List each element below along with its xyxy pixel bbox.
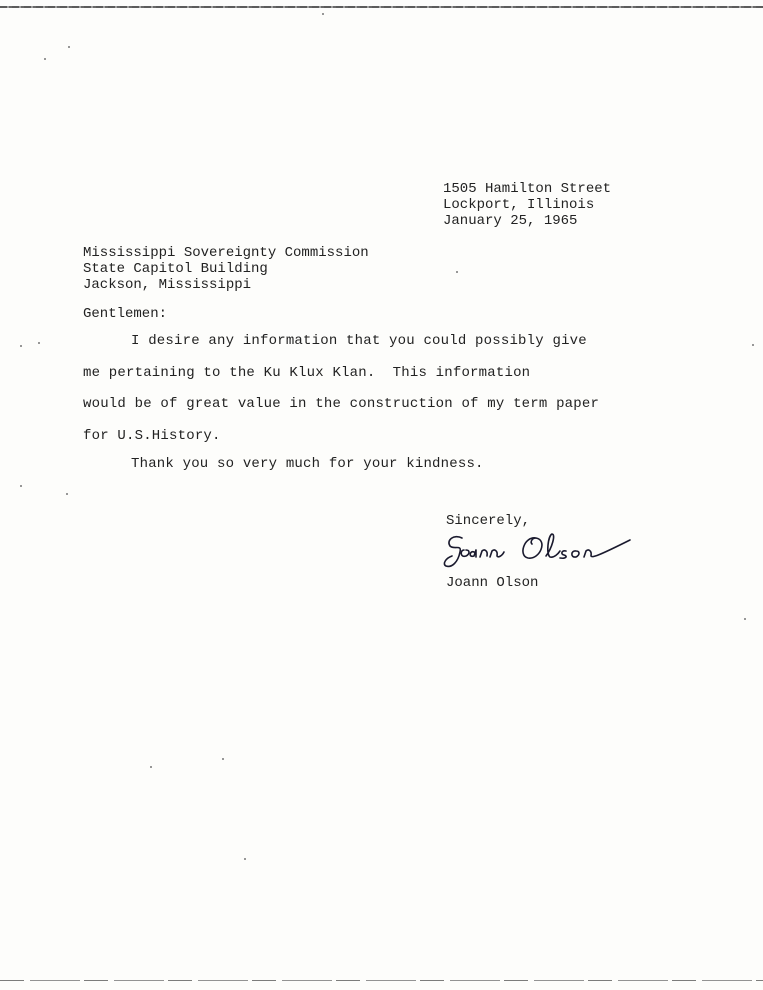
body-line: I desire any information that you could possibly give (131, 333, 587, 349)
scan-speck (20, 345, 22, 347)
scan-edge-bottom (0, 980, 763, 981)
scan-speck (744, 618, 746, 620)
scan-speck (68, 46, 70, 48)
scan-speck (456, 271, 458, 273)
return-city: Lockport, Illinois (443, 197, 595, 213)
typed-name: Joann Olson (446, 575, 539, 591)
scan-speck (38, 342, 40, 344)
sign-off: Sincerely, (446, 513, 531, 529)
scan-speck (322, 13, 324, 15)
scan-edge-top (0, 6, 763, 8)
recipient-city: Jackson, Mississippi (83, 277, 252, 293)
letter-date: January 25, 1965 (443, 213, 578, 229)
scan-speck (44, 58, 46, 60)
scan-speck (752, 344, 754, 346)
recipient-name: Mississippi Sovereignty Commission (83, 245, 369, 261)
salutation: Gentlemen: (83, 306, 168, 322)
handwritten-signature (440, 526, 640, 574)
scan-speck (244, 858, 246, 860)
body-line: me pertaining to the Ku Klux Klan. This information (83, 365, 531, 381)
scan-speck (66, 493, 68, 495)
body-line: for U.S.History. (83, 428, 221, 444)
scan-speck (150, 766, 152, 768)
scan-speck (222, 758, 224, 760)
body-line: Thank you so very much for your kindness. (131, 456, 484, 472)
body-line: would be of great value in the construction of my term paper (83, 396, 600, 412)
return-street: 1505 Hamilton Street (443, 181, 612, 197)
scan-speck (20, 485, 22, 487)
recipient-building: State Capitol Building (83, 261, 268, 277)
